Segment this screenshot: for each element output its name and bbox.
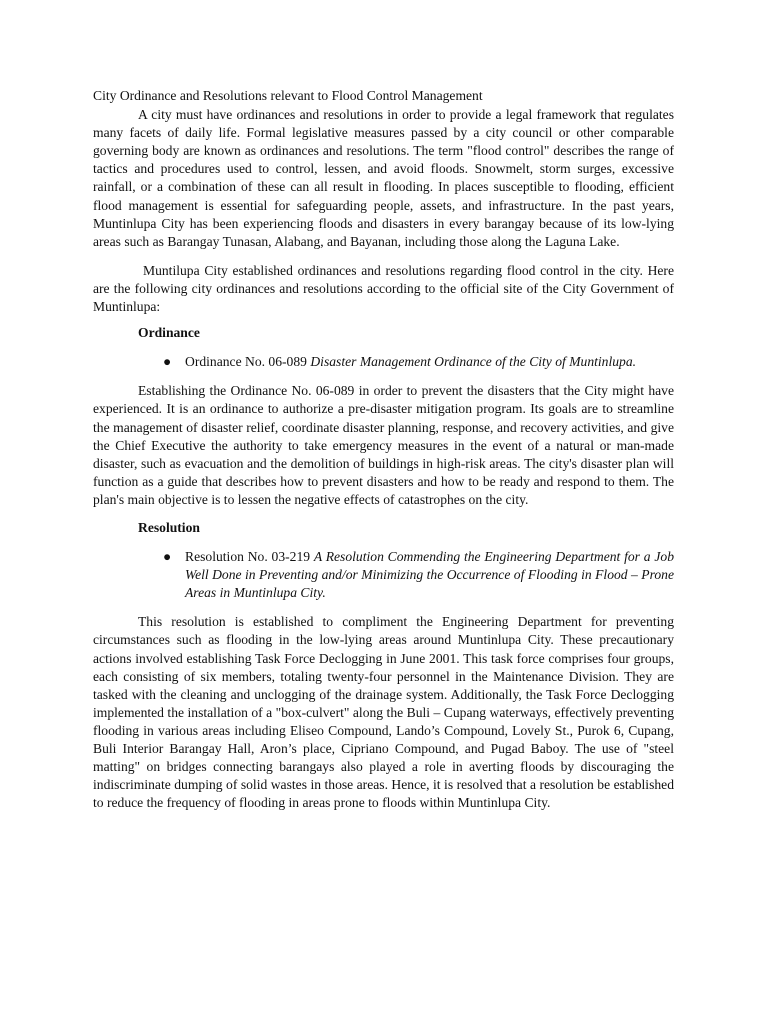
ordinance-heading: Ordinance <box>138 325 200 341</box>
document-page <box>93 87 674 812</box>
resolution-list-item <box>163 548 675 602</box>
resolution-explanation: This resolution is established to compliment the Engineering Department for preventing circumstances such as flooding in the low-lying areas around Muntinlupa City. These precautionary actions involved establishing Task Force Declogging in June 2001. This task force comprises four groups, each consisting of six members, totaling twenty-four personnel in the Maintenance Division. They are tasked with the cleaning and unclogging of the drainage system. Additionally, the Task Force Declogging implemented the installation of a "box-culvert" along the Buli – Cupang waterways, effectively preventing flooding in various areas including Eliseo Compound, Lando’s Compound, Lovely St., Purok 6, Cupang, Buli Interior Barangay Hall, Aron’s place, Cipriano Compound, and Pugad Baboy. The use of "steel matting" on bridges connecting barangays also played a role in averting floods by discouraging the indiscriminate dumping of solid wastes in those areas. Hence, it is resolved that a resolution be established to reduce the frequency of flooding in areas prone to floods within Muntinlupa City. <box>93 614 674 811</box>
resolution-heading: Resolution <box>138 519 200 535</box>
ordinance-list-item <box>163 353 674 371</box>
document-title: City Ordinance and Resolutions relevant to Flood Control Management <box>93 88 483 103</box>
intro-paragraph: A city must have ordinances and resolutions in order to provide a legal framework that regulates many facets of daily life. Formal legislative measures passed by a city council or other comparable governing body are known as ordinances and resolutions. The term "flood control" describes the range of tactics and procedures used to control, lessen, and avoid floods. Snowmelt, storm surges, excessive rainfall, or a combination of these can all result in flooding. In places susceptible to flooding, efficient flood management is essential for safeguarding people, assets, and infrastructure. In the past years, Muntinlupa City has been experiencing floods and disasters in every barangay because of its low-lying areas such as Barangay Tunasan, Alabang, and Bayanan, including those along the Laguna Lake. <box>93 107 674 249</box>
ordinance-list <box>93 353 674 371</box>
second-paragraph: Muntilupa City established ordinances and resolutions regarding flood control in the city. Here are the following city ordinances and resolutions according to the official site of the City Government of Muntinlupa: <box>93 262 674 315</box>
bullet-icon: ● <box>163 354 172 370</box>
ordinance-explanation: Establishing the Ordinance No. 06-089 in order to prevent the disasters that the City might have experienced. It is an ordinance to authorize a pre-disaster mitigation program. Its goals are to streamline the management of disaster relief, coordinate disaster planning, response, and recovery activities, and give the Chief Executive the authority to take emergency measures in the event of a natural or man-made disaster, such as evacuation and the demolition of buildings in high-risk areas. The city's disaster plan will function as a guide that describes how to prevent disasters and how to be ready and respond to them. The plan's main objective is to lessen the negative effects of catastrophes on the city. <box>93 383 674 507</box>
ordinance-number: Ordinance No. 06-089 <box>185 354 307 370</box>
ordinance-title: Disaster Management Ordinance of the City of Muntinlupa. <box>310 354 637 370</box>
resolution-list <box>93 548 674 602</box>
resolution-number: Resolution No. 03-219 <box>185 549 311 565</box>
resolution-title: A Resolution Commending the Engineering Department for a Job Well Done in Preventing and/or Minimizing the Occurrence of Flooding in Flood – Prone Areas in Muntinlupa City. <box>185 549 675 601</box>
bullet-icon: ● <box>163 549 172 565</box>
